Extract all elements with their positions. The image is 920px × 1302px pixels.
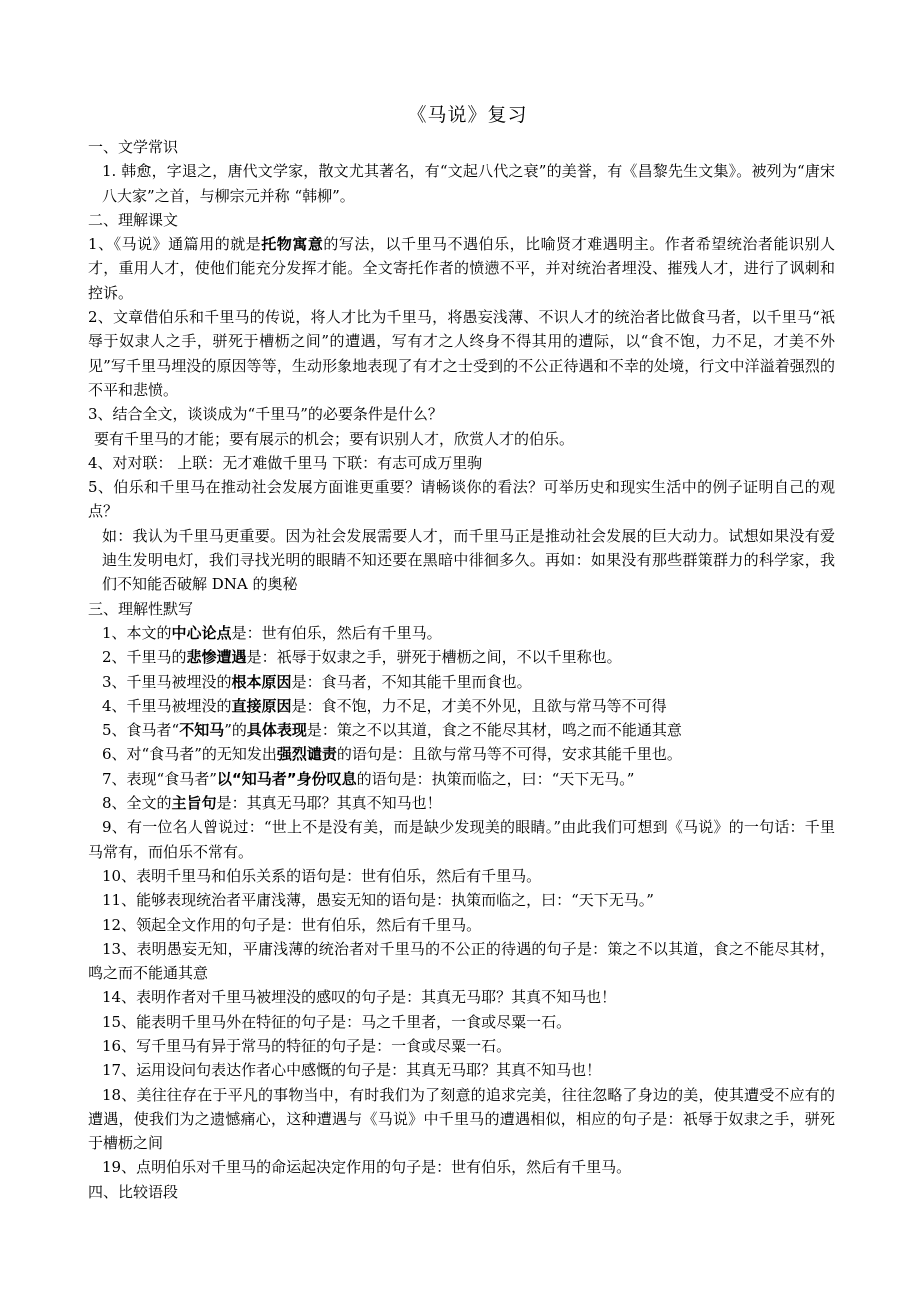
paragraph: 1、《马说》通篇用的就是托物寓意的写法，以千里马不遇伯乐，比喻贤才难遇明主。作者希望统治者能识别人才，重用人才，使他们能充分发挥才能。全文寄托作者的愤懑不平，并对统治者埋没、摧残人才，进行了讽刺和控诉。 bbox=[88, 235, 835, 302]
section-heading-2: 二、理解课文 bbox=[88, 210, 179, 229]
list-item: 6、对“食马者”的无知发出强烈谴责的语句是：且欲与常马等不可得，安求其能千里也。 bbox=[102, 745, 682, 764]
list-item: 12、领起全文作用的句子是：世有伯乐，然后有千里马。 bbox=[102, 915, 482, 934]
list-item: 11、能够表现统治者平庸浅薄，愚妄无知的语句是：执策而临之，曰：“天下无马。” bbox=[102, 891, 654, 910]
list-item: 3、千里马被埋没的根本原因是：食马者，不知其能千里而食也。 bbox=[102, 672, 532, 691]
list-item: 10、表明千里马和伯乐关系的语句是：世有伯乐，然后有千里马。 bbox=[102, 866, 542, 885]
section-heading-1: 一、文学常识 bbox=[88, 138, 179, 156]
paragraph: 5、伯乐和千里马在推动社会发展方面谁更重要？请畅谈你的看法？可举历史和现实生活中的例子证明自己的观点？ bbox=[88, 478, 835, 521]
page-title: 《马说》复习 bbox=[407, 104, 528, 126]
list-item: 15、能表明千里马外在特征的句子是：马之千里者，一食或尽粟一石。 bbox=[102, 1012, 572, 1031]
list-item: 7、表现“食马者”以“知马者”身份叹息的语句是：执策而临之，曰：“天下无马。” bbox=[102, 769, 635, 788]
paragraph: 4、对对联： 上联：无才难做千里马 下联：有志可成万里驹 bbox=[88, 453, 483, 472]
list-item: 17、运用设问句表达作者心中感慨的句子是：其真无马耶？其真不知马也！ bbox=[102, 1061, 602, 1080]
list-item: 16、写千里马有异于常马的特征的句子是：一食或尽粟一石。 bbox=[102, 1036, 512, 1055]
paragraph: 3、结合全文，谈谈成为“千里马”的必要条件是什么？ bbox=[88, 405, 443, 424]
document-page bbox=[88, 100, 835, 1204]
emphasis: 托物寓意 bbox=[261, 235, 324, 254]
section-heading-3: 三、理解性默写 bbox=[88, 599, 194, 618]
list-item: 8、全文的主旨句是：其真无马耶？其真不知马也！ bbox=[102, 794, 442, 813]
paragraph: 如：我认为千里马更重要。因为社会发展需要人才，而千里马正是推动社会发展的巨大动力。试想如果没有爱迪生发明电灯，我们寻找光明的眼睛不知还要在黑暗中徘徊多久。再如：如果没有那些群策群力的科学家，我们不知能否破解 DNA 的奥秘 bbox=[102, 526, 835, 594]
list-item: 14、表明作者对千里马被埋没的感叹的句子是：其真无马耶？其真不知马也！ bbox=[102, 988, 617, 1007]
list-item: 1、本文的中心论点是：世有伯乐，然后有千里马。 bbox=[102, 623, 442, 642]
list-item: 2、千里马的悲惨遭遇是：祇辱于奴隶之手，骈死于槽枥之间，不以千里称也。 bbox=[102, 648, 622, 667]
paragraph: 1. 韩愈，字退之，唐代文学家，散文尤其著名，有“文起八代之衰”的美誉，有《昌黎先生文集》。被列为“唐宋八大家”之首，与柳宗元并称 “韩柳”。 bbox=[102, 162, 835, 205]
list-item: 19、点明伯乐对千里马的命运起决定作用的句子是：世有伯乐，然后有千里马。 bbox=[102, 1158, 632, 1177]
paragraph: 2、文章借伯乐和千里马的传说，将人才比为千里马，将愚妄浅薄、不识人才的统治者比做食马者，以千里马“祇辱于奴隶人之手，骈死于槽枥之间”的遭遇，写有才之人终身不得其用的遭际，以“食不饱，力不足，才美不外见”写千里马埋没的原因等等，生动形象地表现了有才之士受到的不公正待遇和不幸的处境，行文中洋溢着强烈的不平和悲愤。 bbox=[88, 308, 835, 399]
section-heading-4: 四、比较语段 bbox=[88, 1182, 179, 1201]
list-item: 4、千里马被埋没的直接原因是：食不饱，力不足，才美不外见，且欲与常马等不可得 bbox=[102, 696, 667, 715]
list-item: 9、有一位名人曾说过：“世上不是没有美，而是缺少发现美的眼睛。”由此我们可想到《马说》的一句话：千里马常有，而伯乐不常有。 bbox=[88, 818, 835, 861]
paragraph: 要有千里马的才能；要有展示的机会；要有识别人才，欣赏人才的伯乐。 bbox=[94, 429, 575, 448]
list-item: 13、表明愚妄无知，平庸浅薄的统治者对千里马的不公正的待遇的句子是：策之不以其道，食之不能尽其材，鸣之而不能通其意 bbox=[88, 939, 835, 983]
list-item: 5、食马者“不知马”的具体表现是：策之不以其道，食之不能尽其材，鸣之而不能通其意 bbox=[102, 721, 682, 740]
list-item: 18、美往往存在于平凡的事物当中，有时我们为了刻意的追求完美，往往忽略了身边的美，使其遭受不应有的遭遇，使我们为之遗憾痛心，这种遭遇与《马说》中千里马的遭遇相似，相应的句子是：祇辱于奴隶之手，骈死于槽枥之间 bbox=[88, 1085, 835, 1153]
